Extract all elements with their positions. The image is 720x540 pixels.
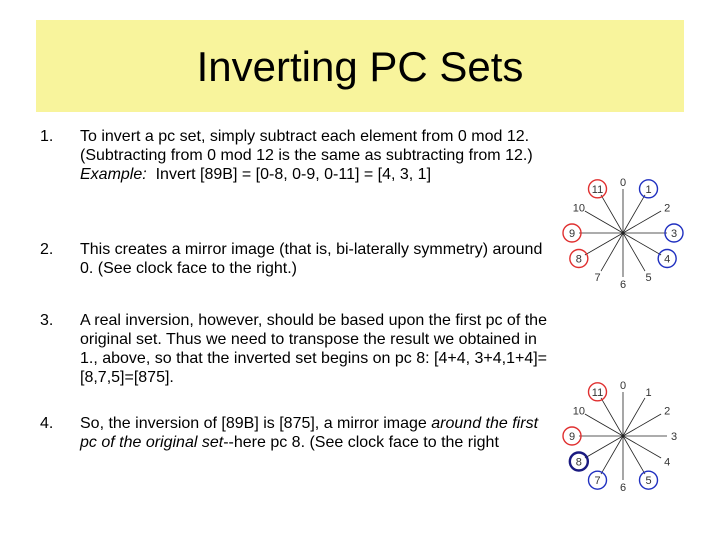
item-text-b: --here pc 8. (See clock face to the right [223, 434, 499, 451]
clock-spoke [623, 233, 661, 255]
item-number: 3. [40, 312, 54, 329]
item-text: To invert a pc set, simply subtract each element from 0 mod 12. (Subtracting from 0 mod 12 is the same as subtracting from 12.) [80, 128, 533, 164]
clock-spoke [601, 436, 623, 474]
clock-spoke [623, 436, 645, 474]
clock-spoke [585, 211, 623, 233]
item-number: 4. [40, 415, 54, 432]
clock-label: 10 [572, 405, 585, 418]
clock-spoke [623, 195, 645, 233]
clock-face-bottom [557, 373, 691, 499]
item-example [80, 165, 558, 184]
clock-spoke [585, 233, 623, 255]
clock-label: 1 [645, 386, 652, 399]
example-text: Invert [89B] = [0-8, 0-9, 0-11] = [4, 3, 1] [146, 166, 432, 183]
clock-spoke [601, 233, 623, 271]
item-text: This creates a mirror image (that is, bi-laterally symmetry) around 0. (See clock face to the right.) [80, 241, 543, 277]
clock-label: 9 [568, 228, 576, 240]
clock-label: 8 [575, 456, 582, 469]
clock-face-top [557, 170, 691, 296]
clock-spoke [585, 436, 623, 458]
clock-label: 0 [619, 177, 627, 189]
clock-label: 10 [572, 202, 585, 215]
clock-label: 6 [619, 279, 627, 291]
item-text-emphasis: around the first pc of the original set [80, 415, 539, 451]
clock-label: 9 [568, 431, 576, 443]
clock-label: 4 [664, 456, 671, 469]
item-number: 2. [40, 241, 54, 258]
clock-label: 11 [591, 183, 604, 196]
clock-spoke [623, 398, 645, 436]
clock-label: 8 [575, 253, 582, 266]
clock-label: 2 [664, 405, 671, 418]
clock-label: 3 [670, 431, 678, 443]
clock-label: 4 [664, 253, 671, 266]
clock-spoke [601, 398, 623, 436]
item-text-a: So, the inversion of [89B] is [875], a mirror image [80, 415, 432, 432]
item-text [80, 414, 558, 452]
slide-title: Inverting PC Sets [196, 43, 524, 90]
clock-spoke [601, 195, 623, 233]
clock-label: 11 [591, 386, 604, 399]
clock-label: 5 [645, 475, 652, 488]
clock-label: 7 [594, 272, 601, 285]
clock-label: 0 [619, 380, 627, 392]
clock-spoke [623, 436, 661, 458]
clock-label: 7 [594, 475, 601, 488]
clock-spoke [623, 233, 645, 271]
clock-spoke [623, 211, 661, 233]
clock-spoke [623, 414, 661, 436]
clock-label: 1 [645, 183, 652, 196]
clock-label: 2 [664, 202, 671, 215]
clock-label: 6 [619, 482, 627, 494]
example-label: Example: [80, 166, 147, 183]
item-body [80, 127, 558, 184]
item-text: A real inversion, however, should be based upon the first pc of the original set. Thus we need to transpose the result we obtained in 1., above, so that the inverted set begins on pc 8: [4+4, 3+4,1+4]=[8,7,5]=[875]. [80, 312, 547, 386]
title-band [36, 20, 684, 112]
clock-spoke [585, 414, 623, 436]
clock-label: 3 [670, 228, 678, 240]
clock-label: 5 [645, 272, 652, 285]
item-number: 1. [40, 128, 54, 145]
